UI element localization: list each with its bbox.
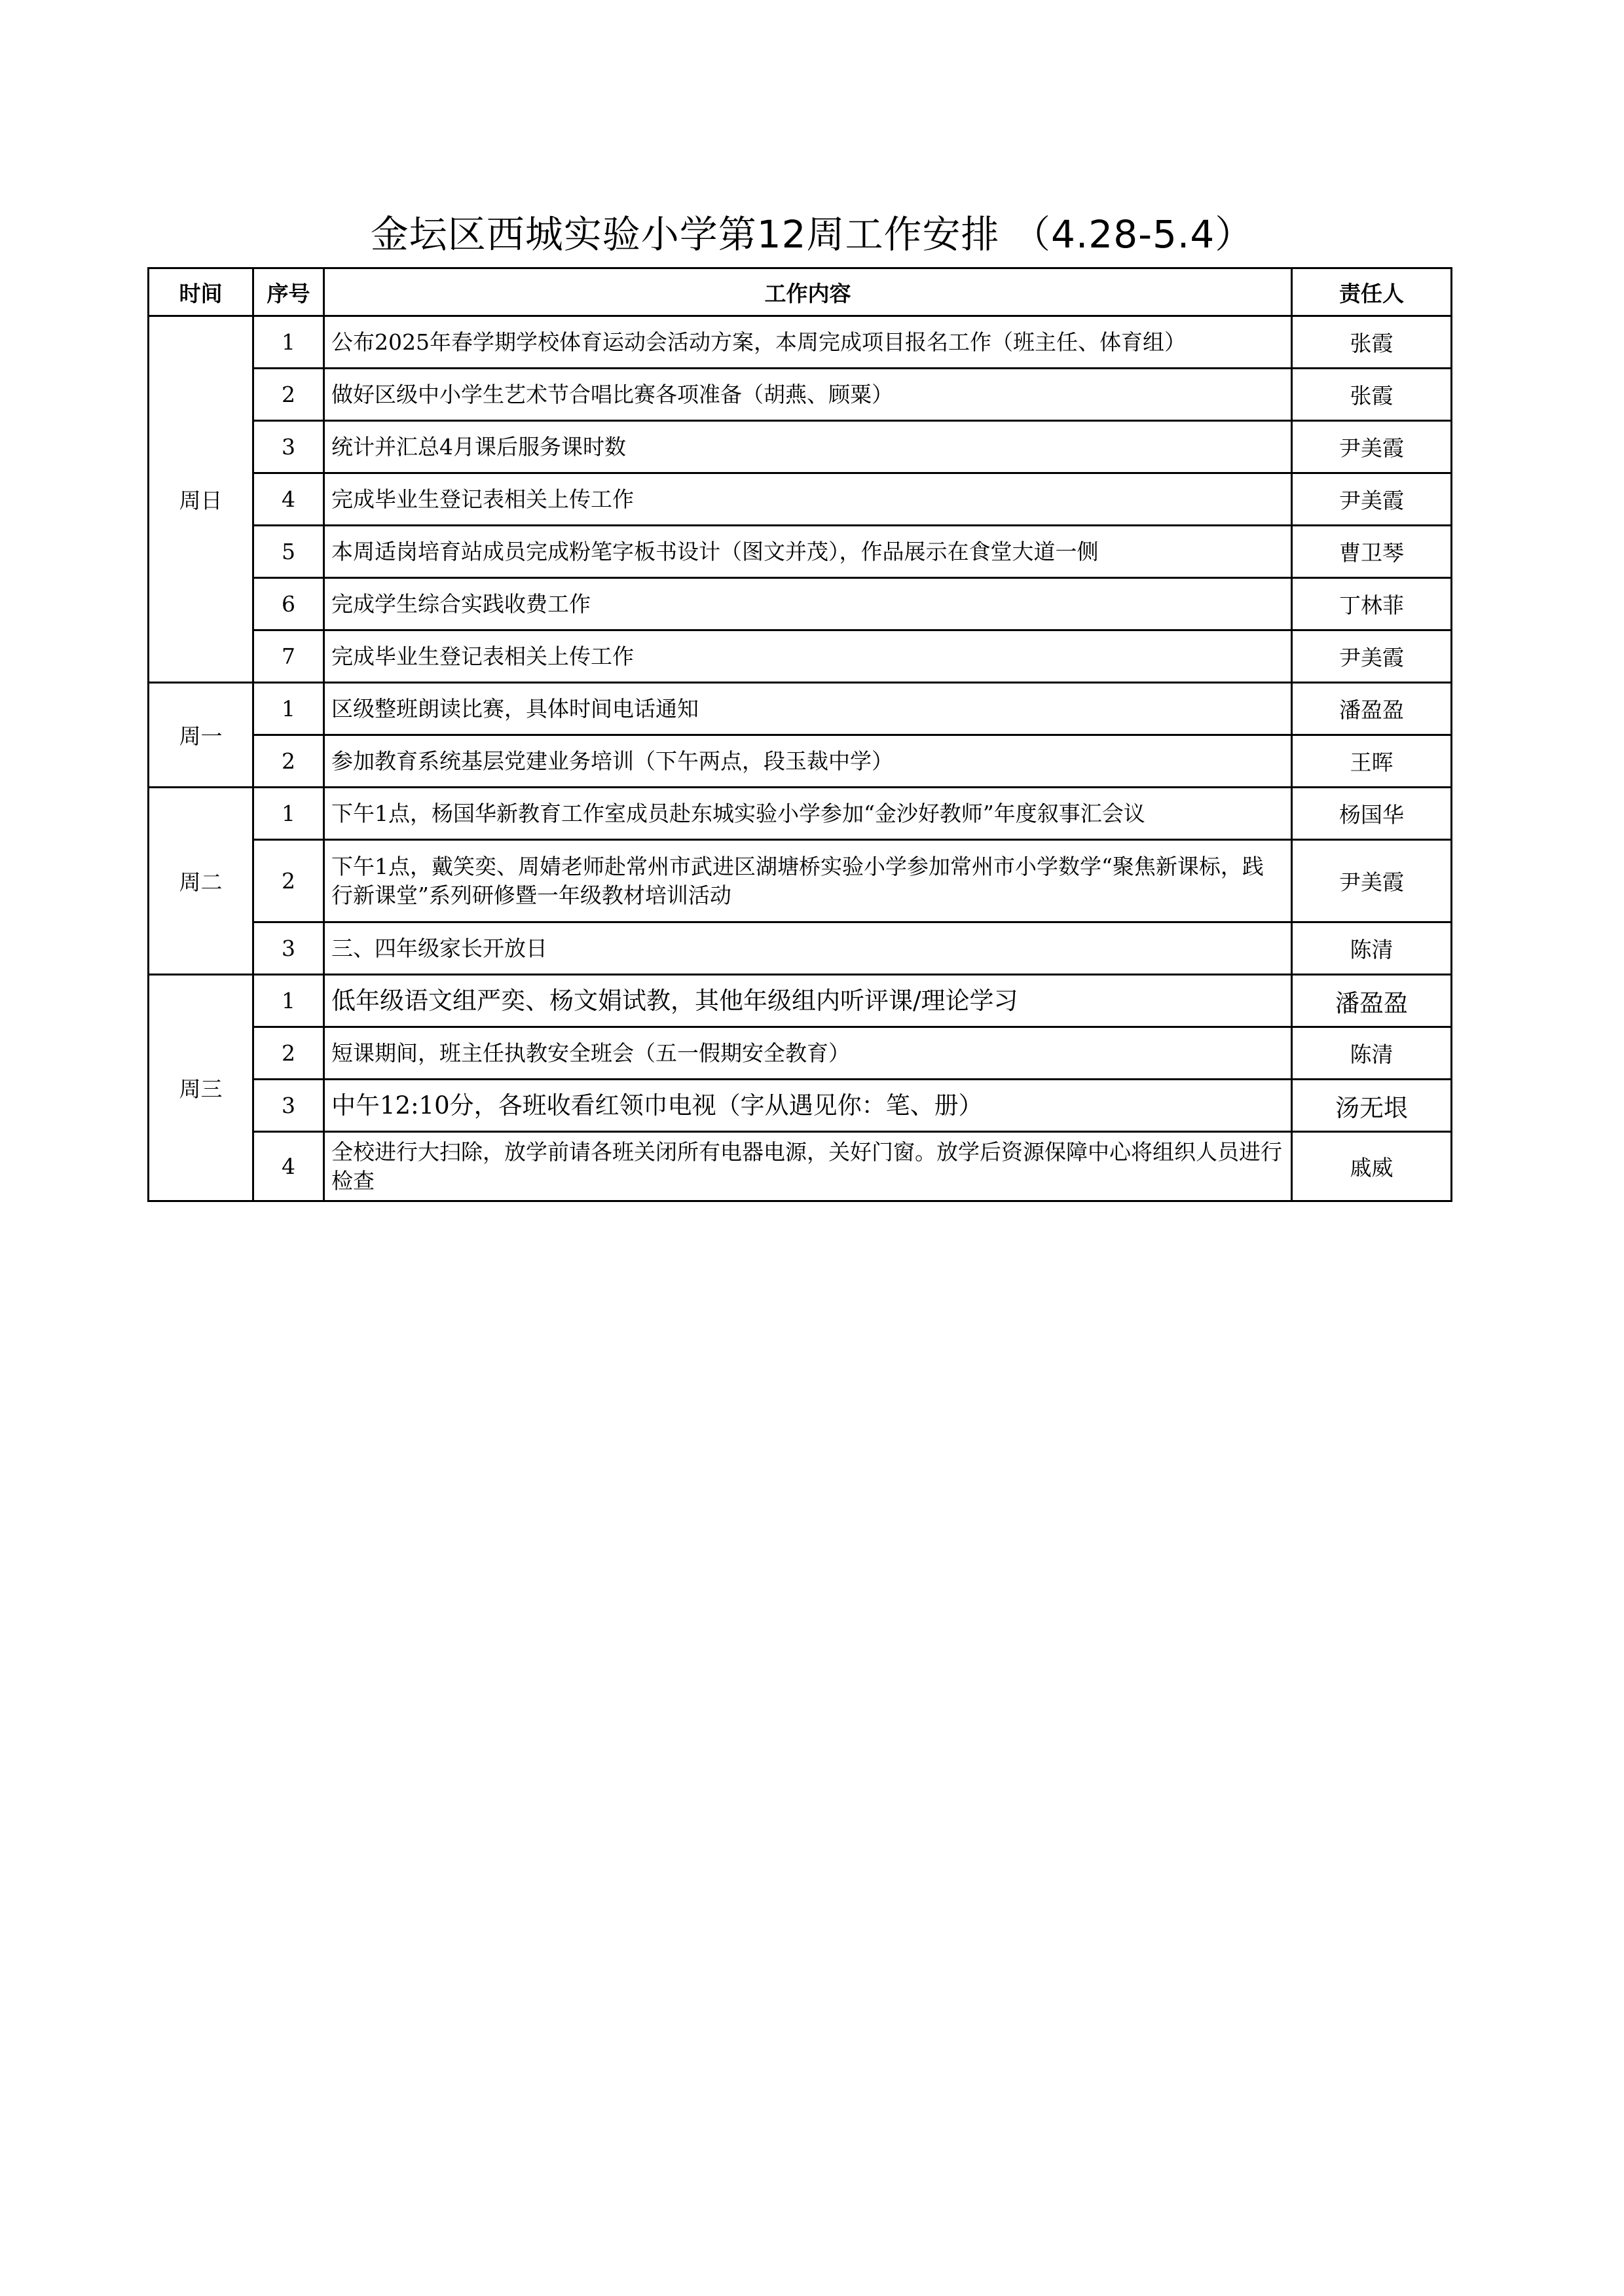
table-row [149,578,1452,630]
task-owner: 尹美霞 [1292,421,1452,473]
day-cell: 周日 [149,316,253,683]
task-owner: 丁林菲 [1292,578,1452,630]
row-number: 5 [253,526,324,578]
schedule-table [147,267,1452,1202]
table-row [149,683,1452,735]
task-content: 下午1点，戴笑奕、周婧老师赴常州市武进区湖塘桥实验小学参加常州市小学数学“聚焦新课标，践行新课堂”系列研修暨一年级教材培训活动 [324,840,1292,922]
task-owner: 戚威 [1292,1132,1452,1201]
day-cell: 周一 [149,683,253,788]
row-number: 3 [253,421,324,473]
table-row [149,630,1452,683]
task-owner: 汤无垠 [1292,1080,1452,1132]
task-content: 公布2025年春学期学校体育运动会活动方案，本周完成项目报名工作（班主任、体育组） [324,316,1292,369]
task-owner: 尹美霞 [1292,840,1452,922]
task-owner: 尹美霞 [1292,630,1452,683]
task-content: 完成毕业生登记表相关上传工作 [324,473,1292,526]
row-number: 1 [253,316,324,369]
day-cell: 周三 [149,975,253,1201]
row-number: 4 [253,473,324,526]
task-owner: 潘盈盈 [1292,975,1452,1027]
row-number: 2 [253,840,324,922]
row-number: 2 [253,735,324,788]
header-no: 序号 [253,268,324,316]
task-content: 参加教育系统基层党建业务培训（下午两点，段玉裁中学） [324,735,1292,788]
table-row [149,316,1452,369]
task-content: 中午12:10分，各班收看红领巾电视（字从遇见你：笔、册） [324,1080,1292,1132]
table-row [149,1080,1452,1132]
task-content: 完成学生综合实践收费工作 [324,578,1292,630]
header-owner: 责任人 [1292,268,1452,316]
row-number: 1 [253,975,324,1027]
table-row [149,369,1452,421]
table-row [149,922,1452,975]
task-content: 三、四年级家长开放日 [324,922,1292,975]
row-number: 1 [253,788,324,840]
row-number: 3 [253,1080,324,1132]
table-row [149,735,1452,788]
table-row [149,421,1452,473]
table-row [149,526,1452,578]
row-number: 6 [253,578,324,630]
task-owner: 陈清 [1292,1027,1452,1080]
task-owner: 王晖 [1292,735,1452,788]
row-number: 3 [253,922,324,975]
table-row [149,473,1452,526]
task-owner: 杨国华 [1292,788,1452,840]
row-number: 1 [253,683,324,735]
task-content: 全校进行大扫除，放学前请各班关闭所有电器电源，关好门窗。放学后资源保障中心将组织人员进行检查 [324,1132,1292,1201]
day-cell: 周二 [149,788,253,975]
header-task: 工作内容 [324,268,1292,316]
task-content: 下午1点，杨国华新教育工作室成员赴东城实验小学参加“金沙好教师”年度叙事汇会议 [324,788,1292,840]
header-time: 时间 [149,268,253,316]
task-owner: 张霞 [1292,369,1452,421]
task-content: 做好区级中小学生艺术节合唱比赛各项准备（胡燕、顾粟） [324,369,1292,421]
table-row [149,1027,1452,1080]
task-content: 短课期间，班主任执教安全班会（五一假期安全教育） [324,1027,1292,1080]
task-content: 低年级语文组严奕、杨文娟试教，其他年级组内听评课/理论学习 [324,975,1292,1027]
task-owner: 尹美霞 [1292,473,1452,526]
table-header-row [149,268,1452,316]
task-owner: 张霞 [1292,316,1452,369]
row-number: 2 [253,1027,324,1080]
row-number: 2 [253,369,324,421]
task-content: 统计并汇总4月课后服务课时数 [324,421,1292,473]
table-row [149,840,1452,922]
row-number: 7 [253,630,324,683]
row-number: 4 [253,1132,324,1201]
task-content: 完成毕业生登记表相关上传工作 [324,630,1292,683]
table-row [149,788,1452,840]
task-content: 区级整班朗读比赛，具体时间电话通知 [324,683,1292,735]
table-row [149,975,1452,1027]
page-title: 金坛区西城实验小学第12周工作安排 （4.28-5.4） [370,212,1254,257]
task-owner: 陈清 [1292,922,1452,975]
task-owner: 潘盈盈 [1292,683,1452,735]
table-row [149,1132,1452,1201]
task-owner: 曹卫琴 [1292,526,1452,578]
task-content: 本周适岗培育站成员完成粉笔字板书设计（图文并茂），作品展示在食堂大道一侧 [324,526,1292,578]
